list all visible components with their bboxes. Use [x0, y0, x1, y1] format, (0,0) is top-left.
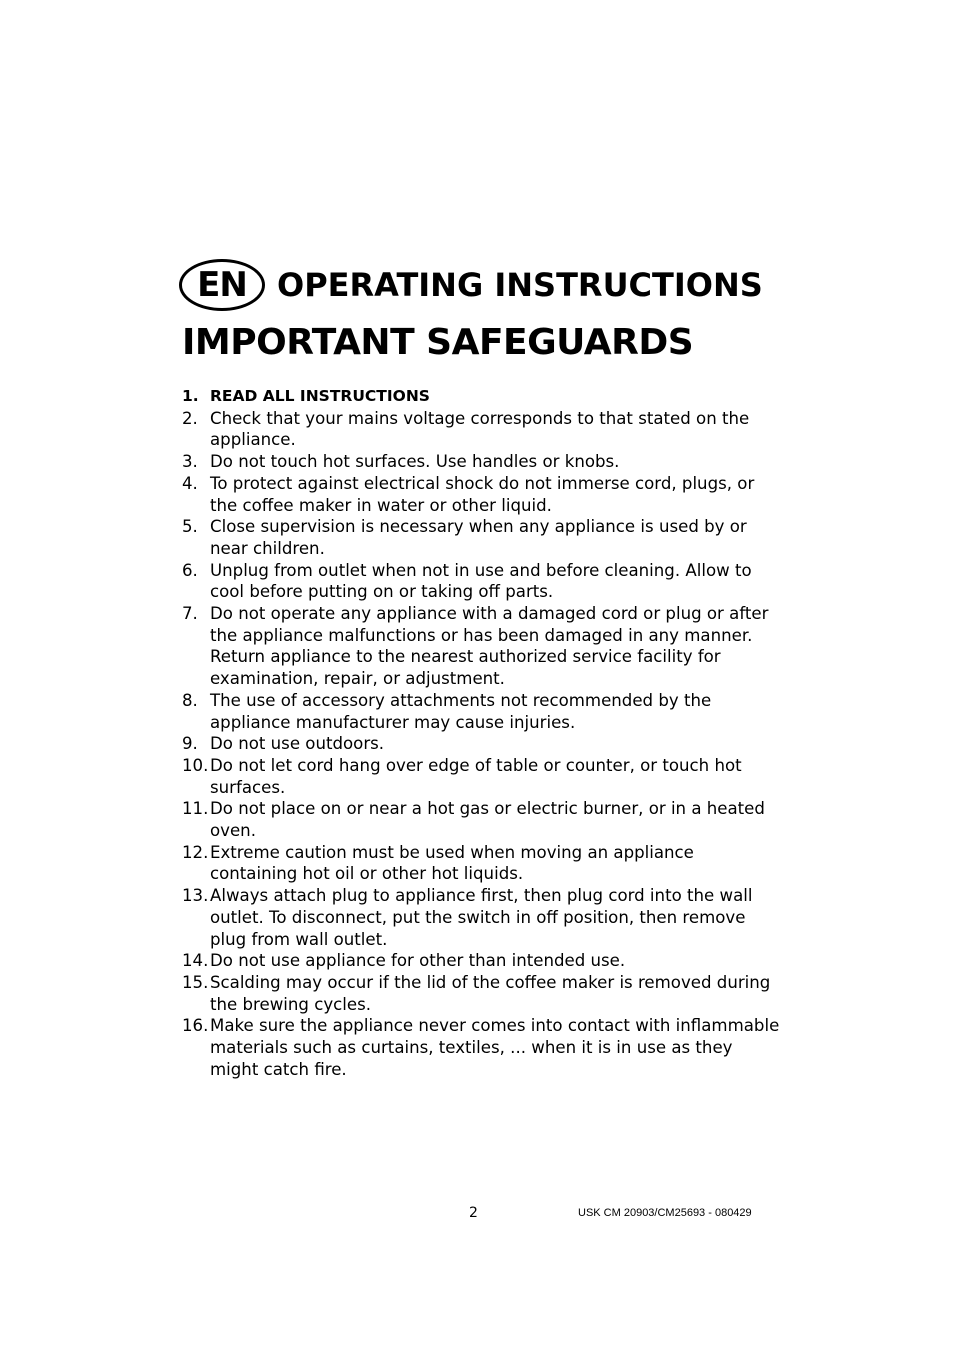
list-item — [182, 842, 782, 885]
list-item — [182, 473, 782, 516]
list-item-number: 8. — [182, 690, 198, 710]
list-item — [182, 603, 782, 690]
list-item-text: READ ALL INSTRUCTIONS — [210, 387, 430, 405]
page-number: 2 — [469, 1205, 478, 1221]
list-item-text: Always attach plug to appliance first, then plug cord into the wall outlet. To disconnect, put the switch in off position, then remove plug from wall outlet. — [210, 886, 753, 949]
list-item-text: Scalding may occur if the lid of the coffee maker is removed during the brewing cycles. — [210, 972, 771, 1014]
list-item-number: 16. — [182, 1016, 209, 1036]
section-title: OPERATING INSTRUCTIONS — [277, 266, 763, 304]
list-item-text: Do not let cord hang over edge of table or counter, or touch hot surfaces. — [210, 755, 742, 797]
list-item — [182, 885, 782, 950]
list-item-text: Close supervision is necessary when any appliance is used by or near children. — [210, 517, 747, 558]
list-item — [182, 690, 782, 733]
list-item-text: To protect against electrical shock do not immerse cord, plugs, or the coffee maker in water or other liquid. — [210, 473, 755, 515]
language-badge: EN — [179, 259, 265, 311]
list-item — [182, 1015, 782, 1080]
list-item-text: Extreme caution must be used when moving an appliance containing hot oil or other hot liquids. — [210, 842, 694, 884]
page-title: IMPORTANT SAFEGUARDS — [182, 322, 694, 363]
list-item-number: 3. — [182, 452, 198, 472]
list-item-number: 1. — [182, 387, 199, 405]
list-item-number: 12. — [182, 842, 209, 862]
list-item — [182, 516, 782, 559]
list-item — [182, 386, 782, 408]
document-code: USK CM 20903/CM25693 - 080429 — [578, 1207, 752, 1219]
list-item-text: Do not operate any appliance with a damaged cord or plug or after the appliance malfunctions or has been damaged in any manner. Return appliance to the nearest authorized service facility for examination, repair, or adjustment. — [210, 604, 769, 689]
section-header — [179, 256, 763, 314]
list-item-text: Unplug from outlet when not in use and before cleaning. Allow to cool before putting on or taking off parts. — [210, 560, 752, 602]
list-item — [182, 560, 782, 603]
list-item-number: 14. — [182, 951, 209, 971]
list-item-text: Do not touch hot surfaces. Use handles or knobs. — [210, 452, 620, 472]
list-item-number: 9. — [182, 734, 198, 754]
list-item — [182, 733, 782, 755]
list-item-text: Do not place on or near a hot gas or electric burner, or in a heated oven. — [210, 799, 765, 841]
list-item-number: 10. — [182, 755, 209, 775]
list-item-number: 4. — [182, 473, 198, 493]
list-item-text: Do not use appliance for other than intended use. — [210, 951, 626, 971]
list-item-number: 6. — [182, 560, 198, 580]
list-item-text: Make sure the appliance never comes into contact with inflammable materials such as curtains, textiles, ... when it is in use as they might catch fire. — [210, 1016, 780, 1079]
list-item-number: 2. — [182, 408, 198, 428]
list-item — [182, 972, 782, 1015]
list-item — [182, 755, 782, 798]
list-item-text: Do not use outdoors. — [210, 734, 385, 754]
list-item-number: 13. — [182, 886, 209, 906]
list-item-number: 7. — [182, 604, 198, 624]
list-item-number: 15. — [182, 972, 209, 992]
list-item-number: 5. — [182, 517, 198, 537]
list-item-text: Check that your mains voltage corresponds to that stated on the appliance. — [210, 408, 750, 450]
safeguard-list — [182, 386, 782, 1081]
list-item-text: The use of accessory attachments not recommended by the appliance manufacturer may cause injuries. — [210, 690, 712, 732]
list-item — [182, 950, 782, 972]
list-item — [182, 408, 782, 451]
list-item — [182, 798, 782, 841]
list-item — [182, 451, 782, 473]
list-item-number: 11. — [182, 799, 209, 819]
